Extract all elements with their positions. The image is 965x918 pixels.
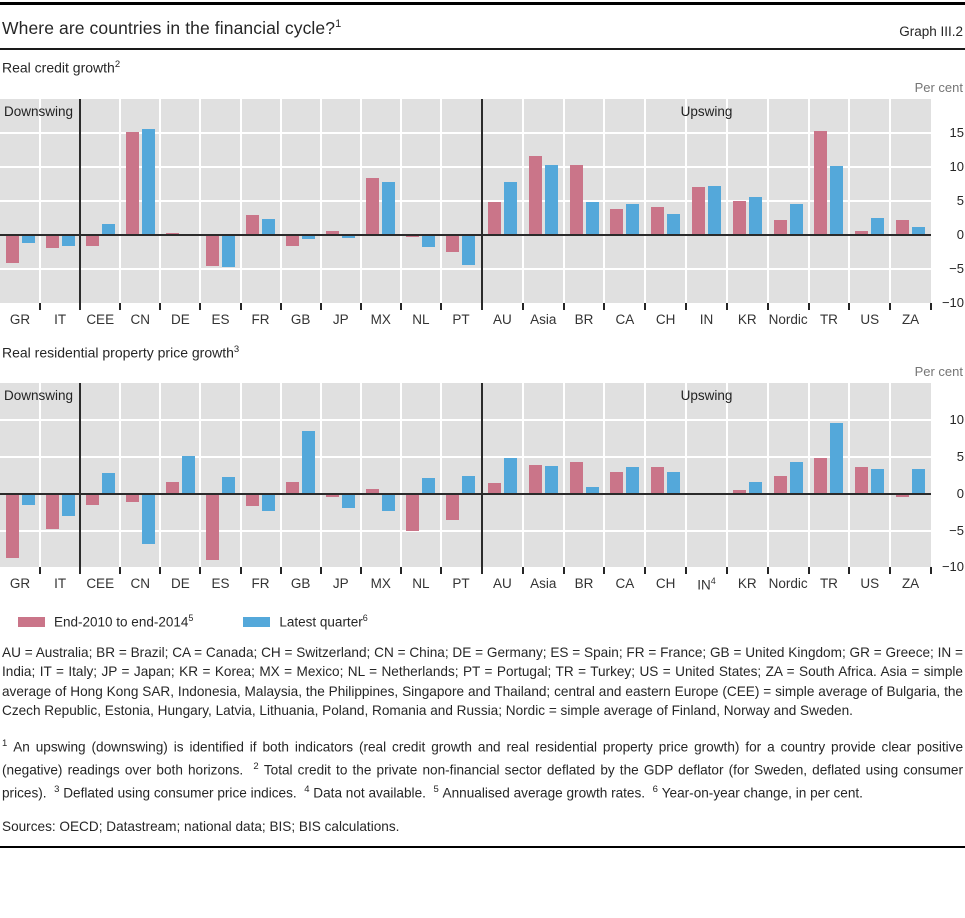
- bar-GR-latest: [22, 494, 35, 506]
- x-tick-right-edge: [930, 303, 932, 310]
- x-label-KR: KR: [737, 576, 757, 592]
- x-label-ZA: ZA: [901, 576, 920, 592]
- gridline-v: [808, 383, 810, 567]
- legend-item-latest-quarter: [243, 613, 367, 630]
- bar-TR-latest: [830, 423, 843, 494]
- gridline-v: [522, 383, 524, 567]
- bar-CA-end2010: [610, 209, 623, 235]
- gridline-v: [159, 383, 161, 567]
- x-label-BR: BR: [574, 576, 594, 592]
- gridline-v: [280, 99, 282, 303]
- x-tick: [320, 303, 322, 310]
- footnote-marker-5: 5: [433, 783, 439, 795]
- gridline-v: [240, 383, 242, 567]
- bar-CEE-end2010: [86, 494, 99, 506]
- bar-GR-latest: [22, 235, 35, 244]
- bar-CH-latest: [667, 214, 680, 235]
- bar-FR-end2010: [246, 494, 259, 507]
- x-label-US: US: [860, 311, 880, 327]
- x-label-IN: IN: [699, 311, 714, 327]
- downswing-label: Downswing: [4, 388, 74, 404]
- bar-GR-end2010: [6, 494, 19, 558]
- bar-GB-end2010: [286, 235, 299, 247]
- x-label-CN: CN: [130, 311, 151, 327]
- x-tick: [400, 567, 402, 574]
- gridline-h-5: [0, 456, 931, 458]
- downswing-boundary-line: [79, 383, 81, 574]
- x-label-DE: DE: [170, 576, 190, 592]
- gridline-v: [199, 383, 201, 567]
- x-tick: [644, 303, 646, 310]
- bar-Nordic-latest: [790, 462, 803, 494]
- gridline-v: [767, 383, 769, 567]
- plot-area: [0, 383, 931, 567]
- gridline-v: [119, 383, 121, 567]
- bar-PT-end2010: [446, 235, 459, 253]
- x-label-GB: GB: [290, 311, 311, 327]
- y-label--5: −5: [949, 522, 964, 538]
- bar-JP-latest: [342, 494, 355, 508]
- bar-AU-latest: [504, 182, 517, 234]
- legend-item-end2010: [18, 613, 193, 630]
- x-tick: [320, 567, 322, 574]
- footnote-marker-1: 1: [2, 737, 8, 749]
- footnote-marker-4: 4: [304, 783, 310, 795]
- x-tick: [563, 303, 565, 310]
- x-label-IT: IT: [54, 311, 67, 327]
- bar-ES-latest: [222, 235, 235, 267]
- bar-IT-end2010: [46, 235, 59, 248]
- gridline-v: [563, 99, 565, 303]
- bar-FR-latest: [262, 494, 275, 511]
- x-label-KR: KR: [737, 311, 757, 327]
- title-footnote-marker: 1: [335, 18, 342, 31]
- abbreviations-note: AU = Australia; BR = Brazil; CA = Canada; CH = Switzerland; CN = China; DE = Germany; ES = Spain; FR = France; GB = United Kingdom; GR = Greece; IN = India; IT = Italy; JP = Japan; KR = Korea; MX = Mexico; NL = Netherlands; PT = Portugal; TR = Turkey; US = United States; ZA = South Africa. Asia = simple average of Hong Kong SAR, Indonesia, Malaysia, the Philippines, Singapore and Thailand; central and eastern Europe (CEE) = simple average of Bulgaria, the Czech Republic, Estonia, Hungary, Latvia, Lithuania, Poland, Romania and Russia; Nordic = simple average of Finland, Norway and Sweden.: [2, 644, 963, 719]
- gridline-v: [685, 99, 687, 303]
- bar-FR-end2010: [246, 215, 259, 235]
- footnotes-note: $^1$ An upswing (downswing) is identified if both indicators (real credit growth and real residential property price growth) for a country provide clear positive (negative) readings over both horizons. $^2$ Total credit to the private non-financial sector deflated by the GDP deflator (for Sweden, deflated using consumer prices). $^3$ Deflated using consumer price indices. $^4$ Data not available. $^5$ Annualised average growth rates. $^6$ Year-on-year change, in per cent.: [2, 737, 963, 801]
- bar-MX-end2010: [366, 178, 379, 235]
- x-tick: [280, 303, 282, 310]
- downswing-boundary-line: [79, 99, 81, 310]
- chart-legend: [18, 613, 965, 630]
- bar-CN-end2010: [126, 494, 139, 502]
- bar-Nordic-end2010: [774, 476, 787, 494]
- bar-PT-end2010: [446, 494, 459, 520]
- gridline-v: [360, 99, 362, 303]
- x-label-CH: CH: [655, 576, 676, 592]
- bar-NL-end2010: [406, 494, 419, 532]
- bar-CH-end2010: [651, 207, 664, 234]
- gridline-v: [39, 99, 41, 303]
- bar-ES-end2010: [206, 494, 219, 560]
- bar-ZA-end2010: [896, 220, 909, 235]
- x-label-US: US: [860, 576, 880, 592]
- bottom-rule: [0, 846, 965, 848]
- x-label-AU: AU: [493, 576, 512, 592]
- bar-Asia-latest: [545, 165, 558, 235]
- x-tick: [522, 567, 524, 574]
- x-label-GB: GB: [290, 576, 311, 592]
- bar-CEE-latest: [102, 473, 115, 494]
- gridline-h--5: [0, 268, 931, 270]
- x-tick: [199, 303, 201, 310]
- upswing-boundary-line: [481, 99, 483, 310]
- x-label-TR: TR: [819, 311, 838, 327]
- bar-Asia-end2010: [529, 465, 542, 494]
- x-label-ZA: ZA: [901, 311, 920, 327]
- bar-IT-end2010: [46, 494, 59, 529]
- gridline-v: [644, 99, 646, 303]
- x-tick: [159, 567, 161, 574]
- chart1-footnote-marker: 2: [114, 59, 121, 70]
- gridline-v: [848, 383, 850, 567]
- x-tick: [280, 567, 282, 574]
- x-tick: [848, 303, 850, 310]
- bar-MX-latest: [382, 494, 395, 512]
- zero-axis-line: [0, 234, 931, 236]
- x-label-CA: CA: [615, 576, 635, 592]
- x-tick: [360, 303, 362, 310]
- x-tick: [563, 567, 565, 574]
- x-tick: [39, 303, 41, 310]
- x-label-JP: JP: [332, 311, 349, 327]
- x-label-ES: ES: [211, 576, 230, 592]
- x-label-Nordic: Nordic: [768, 311, 808, 327]
- bar-NL-latest: [422, 235, 435, 247]
- gridline-v: [848, 99, 850, 303]
- footnote-marker-2: 2: [253, 760, 259, 772]
- bar-CA-latest: [626, 204, 639, 235]
- x-label-FR: FR: [251, 576, 270, 592]
- footnote-marker-6: 6: [652, 783, 658, 795]
- downswing-label: Downswing: [4, 103, 74, 119]
- x-tick: [685, 567, 687, 574]
- x-label-IT: IT: [54, 576, 67, 592]
- y-label-0: 0: [956, 226, 964, 242]
- x-label-FR: FR: [251, 311, 270, 327]
- gridline-v: [889, 383, 891, 567]
- x-tick: [39, 567, 41, 574]
- legend-swatch-blue: [243, 617, 270, 627]
- x-label-Nordic: Nordic: [768, 576, 808, 592]
- bis-graph-page: [0, 2, 965, 848]
- y-label-10: 10: [949, 158, 964, 174]
- x-label-GR: GR: [9, 311, 31, 327]
- bar-IN-end2010: [692, 187, 705, 235]
- gridline-v: [644, 383, 646, 567]
- bar-CN-end2010: [126, 132, 139, 235]
- gridline-v: [522, 99, 524, 303]
- plot-area: [0, 99, 931, 303]
- x-label-CN: CN: [130, 576, 151, 592]
- bar-BR-latest: [586, 202, 599, 235]
- bar-TR-end2010: [814, 131, 827, 234]
- gridline-v: [767, 99, 769, 303]
- x-label-DE: DE: [170, 311, 190, 327]
- header: [0, 5, 965, 48]
- x-tick-right-edge: [930, 567, 932, 574]
- bar-FR-latest: [262, 219, 275, 235]
- gridline-v: [119, 99, 121, 303]
- x-tick: [119, 567, 121, 574]
- gridline-v: [280, 383, 282, 567]
- gridline-v: [603, 383, 605, 567]
- bar-US-latest: [871, 218, 884, 235]
- bar-Asia-latest: [545, 466, 558, 494]
- bar-CH-end2010: [651, 467, 664, 493]
- x-label-BR: BR: [574, 311, 594, 327]
- bar-AU-end2010: [488, 202, 501, 235]
- y-label-10: 10: [949, 412, 964, 428]
- x-label-NL: NL: [412, 576, 430, 592]
- zero-axis-line: [0, 493, 931, 495]
- x-label-Asia: Asia: [530, 576, 557, 592]
- bar-CA-latest: [626, 467, 639, 493]
- bar-CA-end2010: [610, 472, 623, 494]
- x-tick: [159, 303, 161, 310]
- bar-Nordic-end2010: [774, 220, 787, 234]
- gridline-v: [440, 99, 442, 303]
- x-tick: [726, 567, 728, 574]
- legend-label-latest-quarter: Latest quarter$^6$: [279, 613, 368, 630]
- x-tick: [240, 303, 242, 310]
- bar-IT-latest: [62, 494, 75, 516]
- x-label-MX: MX: [370, 576, 391, 592]
- bar-GR-end2010: [6, 235, 19, 263]
- x-tick: [726, 303, 728, 310]
- x-tick: [119, 303, 121, 310]
- gridline-h-5: [0, 200, 931, 202]
- y-label--10: −10: [941, 294, 964, 310]
- bar-US-latest: [871, 469, 884, 493]
- upswing-label: Upswing: [680, 388, 733, 404]
- x-label-GR: GR: [9, 576, 31, 592]
- x-tick: [808, 567, 810, 574]
- bar-ES-latest: [222, 477, 235, 494]
- x-tick: [644, 567, 646, 574]
- x-label-TR: TR: [819, 576, 838, 592]
- bar-Asia-end2010: [529, 156, 542, 235]
- bar-ZA-latest: [912, 469, 925, 494]
- gridline-v: [320, 383, 322, 567]
- bar-MX-latest: [382, 182, 395, 234]
- page-title: Where are countries in the financial cycle?$^1$: [2, 18, 342, 38]
- x-tick: [848, 567, 850, 574]
- bar-IN-latest: [708, 186, 721, 235]
- bar-KR-end2010: [733, 201, 746, 234]
- bar-CH-latest: [667, 472, 680, 494]
- chart2-section-title: Real residential property price growth$^3$: [2, 343, 240, 361]
- x-tick: [767, 303, 769, 310]
- credit-growth-chart: [0, 99, 965, 335]
- gridline-v: [889, 99, 891, 303]
- upswing-label: Upswing: [680, 103, 733, 119]
- bar-TR-latest: [830, 166, 843, 235]
- x-label-CA: CA: [615, 311, 635, 327]
- gridline-v: [240, 99, 242, 303]
- x-label-MX: MX: [370, 311, 391, 327]
- x-tick: [522, 303, 524, 310]
- bar-NL-latest: [422, 478, 435, 494]
- chart1-section-title: Real credit growth$^2$: [2, 59, 121, 76]
- gridline-v: [400, 99, 402, 303]
- gridline-v: [400, 383, 402, 567]
- chart2-unit-label: Per cent: [914, 364, 963, 380]
- bar-Nordic-latest: [790, 204, 803, 235]
- upswing-boundary-line: [481, 383, 483, 574]
- gridline-h-10: [0, 166, 931, 168]
- bar-PT-latest: [462, 235, 475, 265]
- y-label--10: −10: [941, 559, 964, 575]
- x-tick: [440, 303, 442, 310]
- y-label-5: 5: [956, 192, 964, 208]
- gridline-v: [726, 383, 728, 567]
- gridline-v: [159, 99, 161, 303]
- x-tick: [889, 567, 891, 574]
- x-label-JP: JP: [332, 576, 349, 592]
- footnote-marker-3: 3: [54, 783, 60, 795]
- bar-IT-latest: [62, 235, 75, 246]
- x-tick: [199, 567, 201, 574]
- y-label-0: 0: [956, 485, 964, 501]
- bar-AU-latest: [504, 458, 517, 494]
- x-tick: [360, 567, 362, 574]
- x-label-CEE: CEE: [86, 311, 115, 327]
- x-tick: [889, 303, 891, 310]
- x-tick: [240, 567, 242, 574]
- chart2-footnote-marker: 3: [233, 343, 240, 355]
- x-label-CEE: CEE: [86, 576, 115, 592]
- bar-ES-end2010: [206, 235, 219, 266]
- gridline-v: [320, 99, 322, 303]
- y-label-15: 15: [949, 124, 964, 140]
- x-tick: [603, 567, 605, 574]
- y-label--5: −5: [949, 260, 964, 276]
- gridline-v: [603, 99, 605, 303]
- legend-swatch-pink: [18, 617, 45, 627]
- x-label-CH: CH: [655, 311, 676, 327]
- chart1-unit-label: Per cent: [914, 79, 963, 95]
- gridline-v: [440, 383, 442, 567]
- x-label-ES: ES: [211, 311, 230, 327]
- header-rule: [0, 48, 965, 50]
- x-tick: [603, 303, 605, 310]
- bar-CN-latest: [142, 494, 155, 544]
- bar-BR-end2010: [570, 165, 583, 234]
- gridline-v: [199, 99, 201, 303]
- x-tick: [685, 303, 687, 310]
- gridline-v: [563, 383, 565, 567]
- x-label-PT: PT: [452, 311, 470, 327]
- x-label-AU: AU: [493, 311, 512, 327]
- gridline-v: [39, 383, 41, 567]
- x-label-PT: PT: [452, 576, 470, 592]
- bar-PT-latest: [462, 476, 475, 494]
- x-label-IN: $IN^4$: [697, 576, 716, 593]
- x-tick: [440, 567, 442, 574]
- x-tick: [400, 303, 402, 310]
- graph-number-label: Graph III.2: [899, 24, 963, 39]
- property-price-chart: [0, 383, 965, 599]
- gridline-v: [685, 383, 687, 567]
- gridline-v: [808, 99, 810, 303]
- legend-label-end2010: End-2010 to end-2014$^5$: [54, 613, 194, 630]
- gridline-h-10: [0, 419, 931, 421]
- bar-GB-latest: [302, 431, 315, 494]
- x-label-NL: NL: [412, 311, 430, 327]
- bar-CN-latest: [142, 129, 155, 235]
- x-tick: [808, 303, 810, 310]
- gridline-h-15: [0, 132, 931, 134]
- y-label-5: 5: [956, 448, 964, 464]
- gridline-v: [726, 99, 728, 303]
- bar-BR-end2010: [570, 462, 583, 494]
- sources-line: Sources: OECD; Datastream; national data; BIS; BIS calculations.: [2, 818, 400, 834]
- x-label-Asia: Asia: [530, 311, 557, 327]
- bar-TR-end2010: [814, 458, 827, 493]
- bar-CEE-end2010: [86, 235, 99, 246]
- x-tick: [767, 567, 769, 574]
- bar-DE-latest: [182, 456, 195, 494]
- gridline-v: [360, 383, 362, 567]
- bar-KR-latest: [749, 197, 762, 235]
- bar-US-end2010: [855, 467, 868, 493]
- gridline-h--5: [0, 530, 931, 532]
